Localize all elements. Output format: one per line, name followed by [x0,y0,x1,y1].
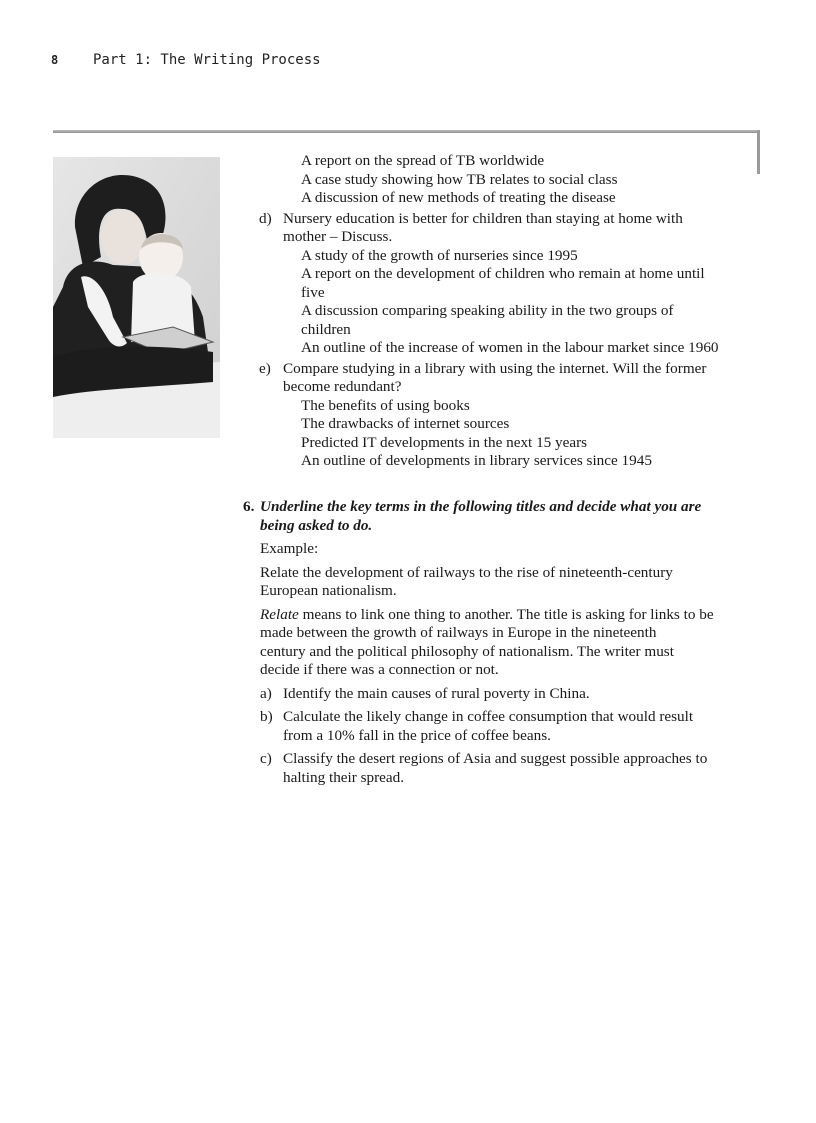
task-marker: c) [260,750,272,767]
instruction-line: Underline the key terms in the following titles and decide what you are [260,498,702,515]
example-title [243,564,743,601]
option-line: five [301,283,325,301]
running-head [51,52,321,74]
example-title-line: Relate the development of railways to the rise of nineteenth-century [260,563,673,581]
item-title-line: Compare studying in a library with using the internet. Will the former [283,359,707,377]
key-term: Relate [260,605,299,623]
item-option: The drawbacks of internet sources [301,415,510,432]
task-c [243,750,743,787]
option-line: A report on the development of children who remain at home until [301,265,705,282]
lead-option: A case study showing how TB relates to social class [301,170,618,188]
task-marker: b) [260,708,273,725]
explanation-line: made between the growth of railways in Europe in the nineteenth [260,624,657,641]
example-label: Example: [260,540,319,557]
item-option: An outline of developments in library services since 1945 [301,452,652,469]
page-number: 8 [51,53,59,67]
item-marker: d) [259,209,272,227]
item-title-line: mother – Discuss. [283,228,393,245]
example-title-line: European nationalism. [260,582,397,599]
item-title-line: become redundant? [283,378,402,395]
item-option [243,302,743,339]
lead-option: A discussion of new methods of treating the disease [301,189,616,206]
item-option: A study of the growth of nurseries since 1995 [301,246,578,264]
task-a [243,685,743,704]
lead-option: A report on the spread of TB worldwide [301,152,545,169]
explanation-line: century and the political philosophy of nationalism. The writer must [260,642,674,660]
task-b [243,708,743,745]
item-option: Predicted IT developments in the next 15 years [301,433,588,451]
explanation-text: means to link one thing to another. The title is asking for links to be [298,605,714,623]
option-line: A discussion comparing speaking ability in the two groups of [301,302,674,319]
item-option: An outline of the increase of women in the labour market since 1960 [301,339,719,356]
task-line: Identify the main causes of rural poverty in China. [283,684,590,702]
exercise-instruction [243,498,743,535]
header-rule [53,130,759,133]
running-title: Part 1: The Writing Process [93,52,321,68]
mother-reading-to-child-photo [53,157,220,438]
example-explanation [243,606,743,680]
exercise-6 [243,498,743,787]
list-item-d [243,210,743,247]
item-option: The benefits of using books [301,396,470,414]
explanation-line: decide if there was a connection or not. [260,661,499,678]
task-line: halting their spread. [283,768,405,786]
item-title-line: Nursery education is better for children than staying at home with [283,209,683,227]
header-rule-tick [757,130,760,174]
exercise-number: 6. [243,498,255,515]
continued-list [243,152,743,471]
list-item-e [243,360,743,397]
item-marker: e) [259,359,271,377]
task-line: Calculate the likely change in coffee consumption that would result [283,708,694,725]
task-line: Classify the desert regions of Asia and suggest possible approaches to [283,750,708,767]
option-line: children [301,320,351,338]
item-option [243,265,743,302]
instruction-line: being asked to do. [260,516,373,534]
task-marker: a) [260,684,272,702]
task-line: from a 10% fall in the price of coffee beans. [283,726,551,744]
